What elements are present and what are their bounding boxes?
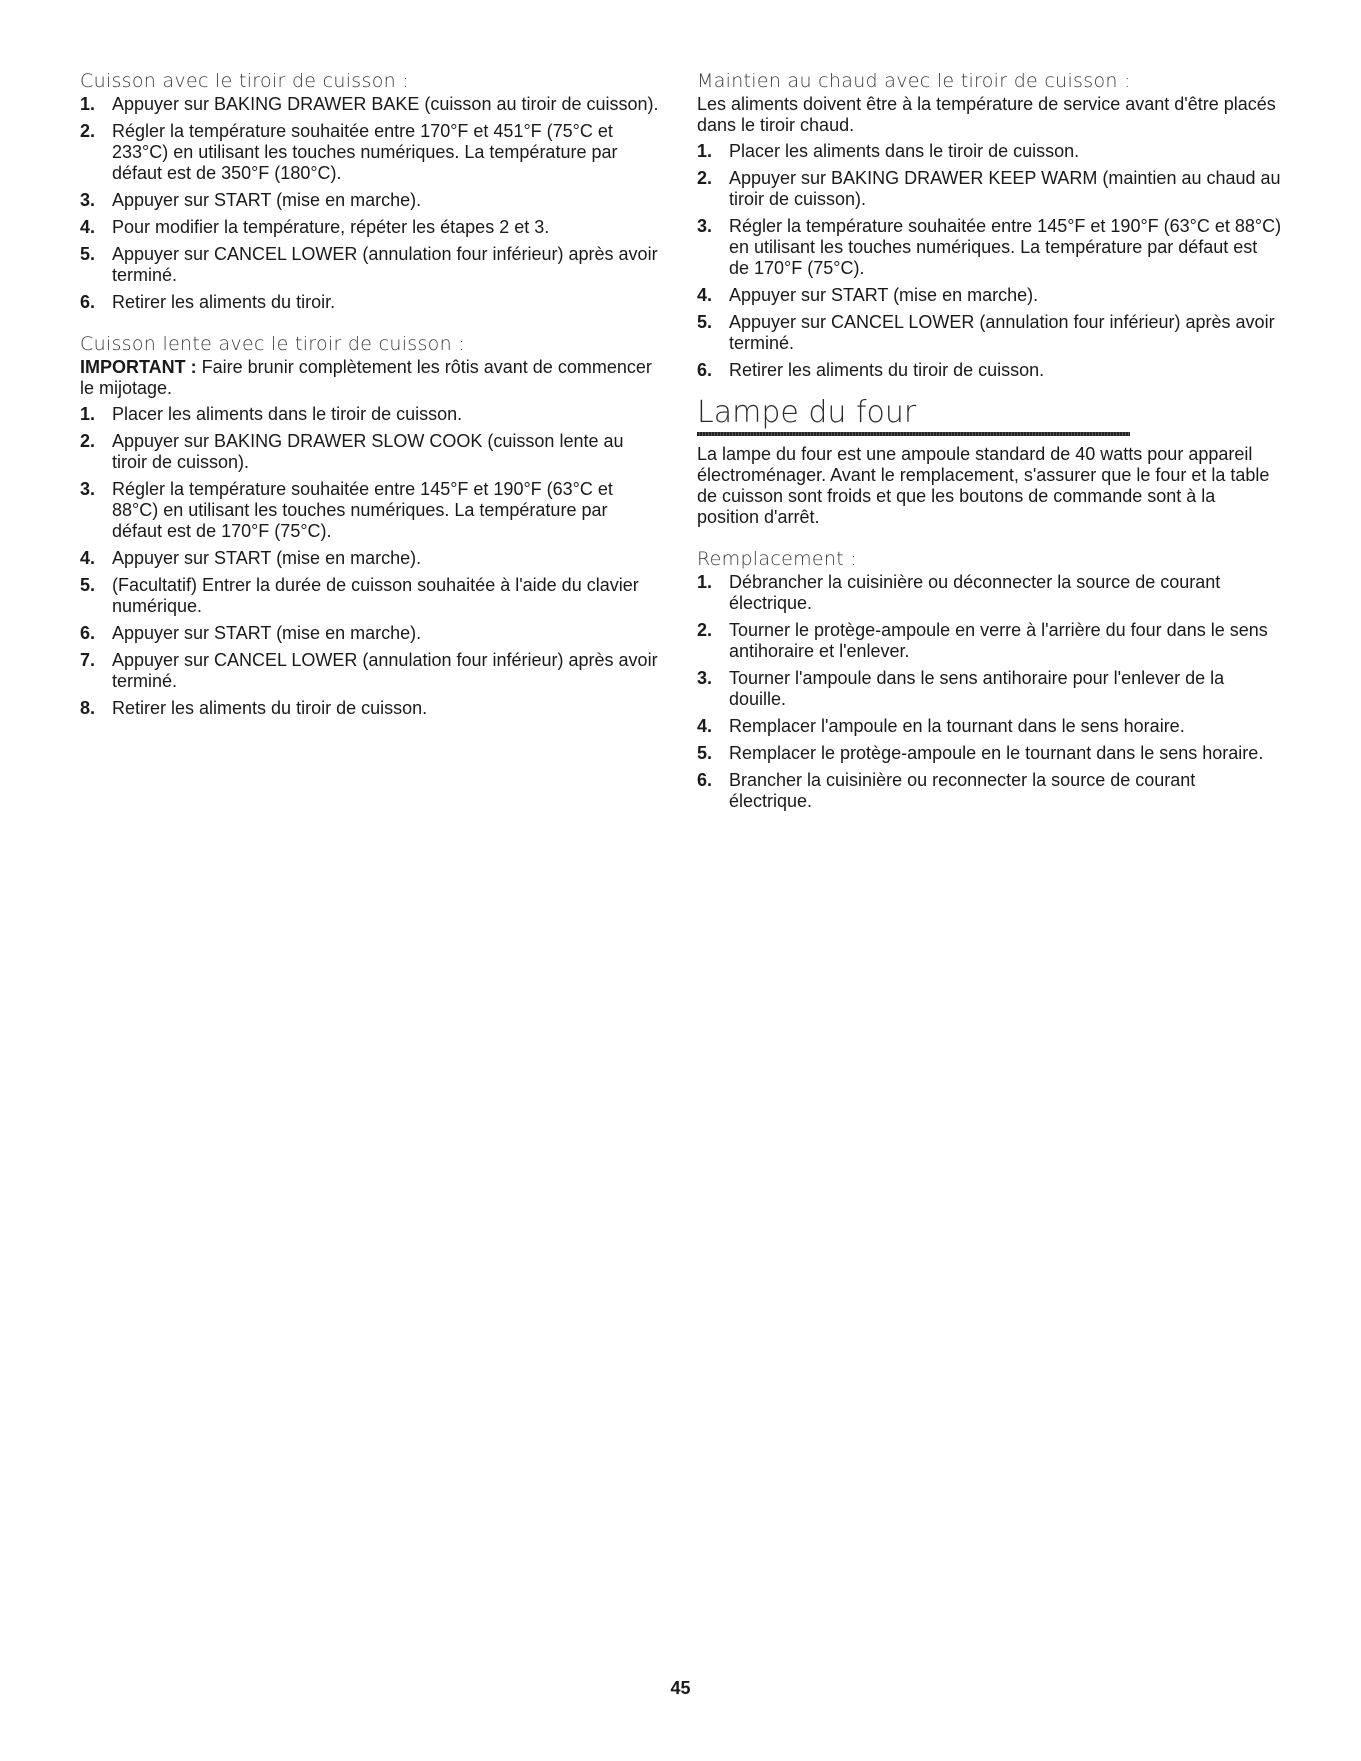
step-list: [80, 94, 662, 313]
step-number: 2.: [697, 168, 713, 188]
oven-lamp-section: [697, 395, 1282, 812]
title-underline: [697, 432, 1130, 436]
step-number: 3.: [697, 668, 713, 688]
step-text: Appuyer sur START (mise en marche).: [112, 548, 422, 568]
step-text: Appuyer sur BAKING DRAWER KEEP WARM (maintien au chaud au tiroir de cuisson).: [729, 168, 1281, 209]
step-text: Appuyer sur CANCEL LOWER (annulation four inférieur) après avoir terminé.: [729, 312, 1275, 353]
step-text: (Facultatif) Entrer la durée de cuisson souhaitée à l'aide du clavier numérique.: [112, 575, 639, 616]
list-item: [80, 431, 662, 473]
list-item: [697, 168, 1282, 210]
step-number: 4.: [80, 548, 96, 568]
page-number: 45: [670, 1678, 691, 1698]
list-item: [697, 770, 1282, 812]
step-text: Régler la température souhaitée entre 145°F et 190°F (63°C et 88°C) en utilisant les touches numériques. La température par défaut est de 170°F (75°C).: [112, 479, 613, 541]
list-item: [697, 216, 1282, 279]
list-item: [80, 190, 662, 211]
section-heading: Maintien au chaud avec le tiroir de cuisson :: [697, 70, 1131, 92]
step-text: Tourner l'ampoule dans le sens antihoraire pour l'enlever de la douille.: [729, 668, 1225, 709]
list-item: [80, 94, 662, 115]
step-text: Débrancher la cuisinière ou déconnecter la source de courant électrique.: [729, 572, 1221, 613]
section-heading: Remplacement :: [697, 548, 857, 570]
step-number: 1.: [80, 404, 96, 424]
step-text: Brancher la cuisinière ou reconnecter la source de courant électrique.: [729, 770, 1196, 811]
section-title: Lampe du four: [697, 395, 917, 430]
step-text: Remplacer l'ampoule en la tournant dans le sens horaire.: [729, 716, 1185, 736]
list-item: [80, 121, 662, 184]
step-text: Tourner le protège-ampoule en verre à l'arrière du four dans le sens antihoraire et l'enlever.: [729, 620, 1268, 661]
important-label: IMPORTANT :: [80, 357, 197, 377]
step-text: Placer les aliments dans le tiroir de cuisson.: [729, 141, 1080, 161]
step-number: 1.: [697, 141, 713, 161]
list-item: [80, 217, 662, 238]
step-text: Régler la température souhaitée entre 170°F et 451°F (75°C et 233°C) en utilisant les touches numériques. La température par défaut est de 350°F (180°C).: [112, 121, 618, 183]
step-text: Retirer les aliments du tiroir.: [112, 292, 336, 312]
important-note: [80, 357, 662, 399]
list-item: [80, 292, 662, 313]
step-number: 2.: [697, 620, 713, 640]
step-text: Appuyer sur START (mise en marche).: [729, 285, 1039, 305]
step-number: 3.: [80, 190, 96, 210]
baking-drawer-bake-section: [80, 70, 662, 313]
list-item: [697, 141, 1282, 162]
list-item: [697, 743, 1282, 764]
step-text: Remplacer le protège-ampoule en le tournant dans le sens horaire.: [729, 743, 1264, 763]
step-number: 3.: [80, 479, 96, 499]
step-number: 8.: [80, 698, 96, 718]
list-item: [697, 620, 1282, 662]
list-item: [697, 716, 1282, 737]
step-text: Retirer les aliments du tiroir de cuisson.: [112, 698, 428, 718]
step-number: 2.: [80, 431, 96, 451]
step-text: Placer les aliments dans le tiroir de cuisson.: [112, 404, 463, 424]
step-text: Appuyer sur CANCEL LOWER (annulation four inférieur) après avoir terminé.: [112, 650, 658, 691]
step-number: 2.: [80, 121, 96, 141]
step-text: Régler la température souhaitée entre 145°F et 190°F (63°C et 88°C) en utilisant les touches numériques. La température par défaut est de 170°F (75°C).: [729, 216, 1282, 278]
section-heading: Cuisson lente avec le tiroir de cuisson :: [80, 333, 465, 355]
section-intro: La lampe du four est une ampoule standard de 40 watts pour appareil électroménager. Avant le remplacement, s'assurer que le four et la table de cuisson sont froids et que les boutons de commande sont à la position d'arrêt.: [697, 444, 1270, 527]
list-item: [697, 312, 1282, 354]
step-number: 4.: [80, 217, 96, 237]
list-item: [80, 698, 662, 719]
list-item: [697, 285, 1282, 306]
section-intro: Les aliments doivent être à la température de service avant d'être placés dans le tiroir chaud.: [697, 94, 1276, 135]
step-number: 3.: [697, 216, 713, 236]
slow-cook-section: [80, 333, 662, 719]
step-number: 7.: [80, 650, 96, 670]
step-text: Appuyer sur START (mise en marche).: [112, 190, 422, 210]
step-list: [80, 404, 662, 719]
step-number: 6.: [80, 292, 96, 312]
step-number: 6.: [697, 770, 713, 790]
step-number: 1.: [697, 572, 713, 592]
step-number: 4.: [697, 285, 713, 305]
step-number: 5.: [697, 312, 713, 332]
step-list: [697, 141, 1282, 381]
step-number: 5.: [80, 575, 96, 595]
list-item: [697, 572, 1282, 614]
important-text: Faire brunir complètement les rôtis avant de commencer le mijotage.: [80, 357, 652, 398]
list-item: [80, 548, 662, 569]
step-number: 5.: [80, 244, 96, 264]
step-text: Retirer les aliments du tiroir de cuisson.: [729, 360, 1045, 380]
list-item: [697, 668, 1282, 710]
right-column: [697, 70, 1282, 818]
keep-warm-section: [697, 70, 1282, 381]
step-text: Appuyer sur CANCEL LOWER (annulation four inférieur) après avoir terminé.: [112, 244, 658, 285]
step-list: [697, 572, 1282, 812]
step-number: 1.: [80, 94, 96, 114]
step-text: Appuyer sur BAKING DRAWER SLOW COOK (cuisson lente au tiroir de cuisson).: [112, 431, 624, 472]
section-heading: Cuisson avec le tiroir de cuisson :: [80, 70, 410, 92]
list-item: [697, 360, 1282, 381]
list-item: [80, 244, 662, 286]
list-item: [80, 575, 662, 617]
step-text: Pour modifier la température, répéter les étapes 2 et 3.: [112, 217, 550, 237]
step-text: Appuyer sur BAKING DRAWER BAKE (cuisson au tiroir de cuisson).: [112, 94, 659, 114]
step-text: Appuyer sur START (mise en marche).: [112, 623, 422, 643]
list-item: [80, 479, 662, 542]
list-item: [80, 623, 662, 644]
list-item: [80, 404, 662, 425]
step-number: 6.: [80, 623, 96, 643]
step-number: 6.: [697, 360, 713, 380]
list-item: [80, 650, 662, 692]
step-number: 5.: [697, 743, 713, 763]
step-number: 4.: [697, 716, 713, 736]
left-column: [80, 70, 662, 725]
